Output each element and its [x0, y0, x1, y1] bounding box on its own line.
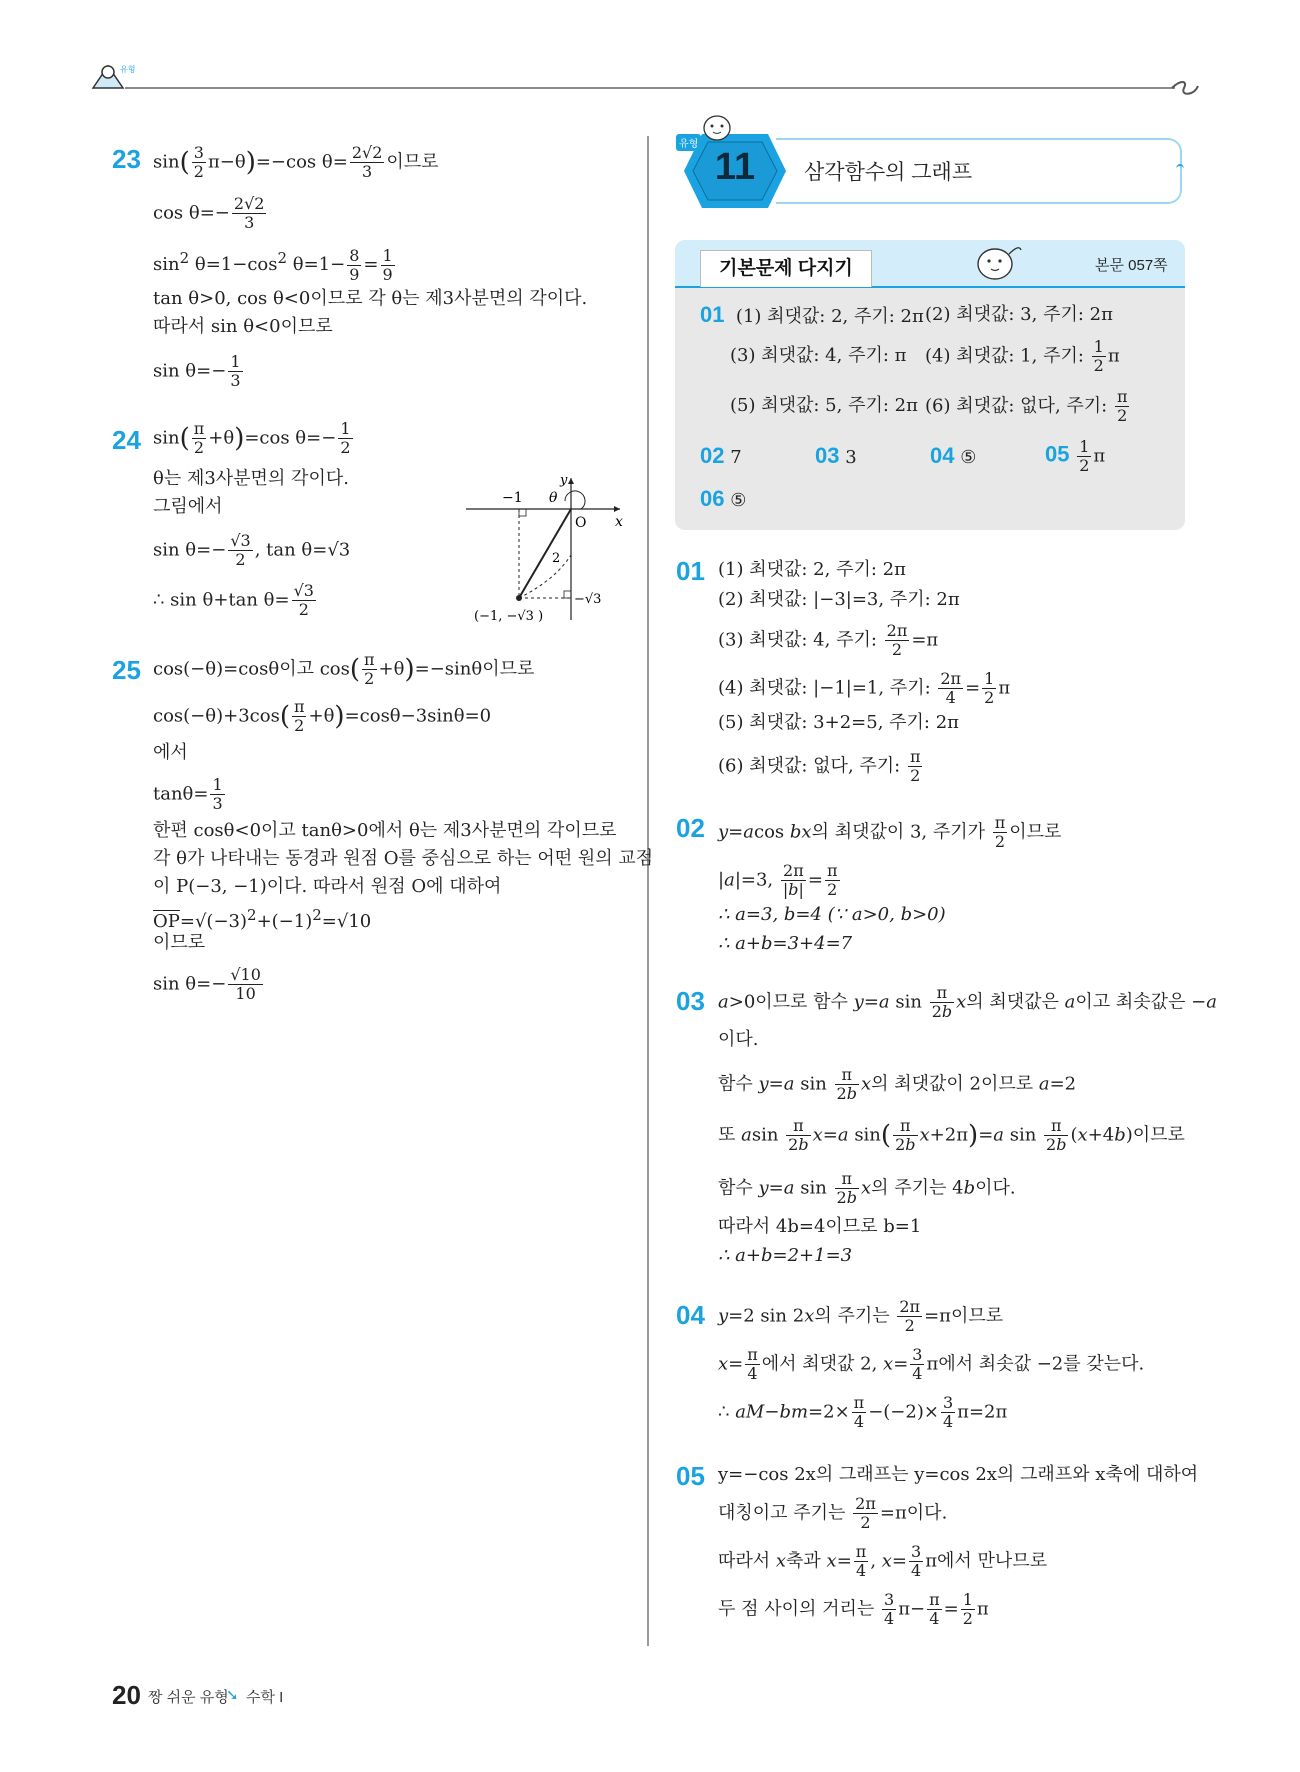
fig-label-2: 2 — [552, 551, 561, 566]
subject-label: 수학 I — [246, 1689, 284, 1706]
solution-line: sin θ=− $\frac{√10}{10}$ — [153, 965, 261, 1003]
solution-line: (4) 최댓값: |−1|=1, 주기: $\frac{2\pi}{4}$ = $\frac{1}{2}$ π — [718, 669, 1011, 707]
solution-line: 이 P(−3, −1)이다. 따라서 원점 O에 대하여 — [153, 876, 502, 897]
solution-line: 따라서 4b=4이므로 b=1 — [718, 1216, 922, 1237]
fig-label-neg-root3: −√3 — [574, 592, 602, 607]
solution-line: (6) 최댓값: 없다, 주기: $\frac{\pi}{2}$ — [718, 747, 921, 785]
answer-row: (2) 최댓값: 3, 주기: 2π — [925, 304, 1113, 325]
solution-line: tan θ>0, cos θ<0이므로 각 θ는 제3사분면의 각이다. — [153, 288, 588, 309]
basic-box-page-ref: 본문 057쪽 — [1095, 257, 1168, 274]
solution-line: 이다. — [718, 1029, 759, 1050]
mascot-icon — [88, 58, 138, 98]
fig-label-y: y — [560, 473, 568, 488]
header-rule — [125, 87, 1175, 89]
solution-line: $\overline{OP}=√(-3)^2+(-1)^2=√10$ — [153, 906, 372, 932]
problem-number: 24 — [112, 425, 141, 455]
section-mascot-icon — [700, 112, 734, 142]
problem-number: 01 — [676, 556, 705, 586]
solution-line: 함수 y=a sin $\frac{\pi}{2b}$ x의 주기는 4b이다. — [718, 1169, 1016, 1207]
dog-mascot-icon — [965, 236, 1025, 286]
fig-label-x: x — [615, 514, 623, 530]
answer-row: (4) 최댓값: 1, 주기: $\frac{1}{2}$ π — [925, 337, 1120, 375]
solution-line: 따라서 x축과 x= $\frac{\pi}{4}$ , x= $\frac{3}{4}$ π에서 만나므로 — [718, 1542, 1048, 1580]
section-accent-mark — [1176, 164, 1184, 174]
answer-row: 04 ⑤ — [930, 443, 977, 468]
solution-line: ∴ a=3, b=4 (∵ a>0, b>0) — [718, 904, 946, 925]
problem-number: 25 — [112, 655, 141, 685]
book-title: 짱 쉬운 유형 — [148, 1689, 229, 1706]
problem-number: 23 — [112, 144, 141, 174]
fig-label-theta: θ — [549, 490, 558, 506]
solution-line: cos θ=− $\frac{2√2}{3}$ — [153, 194, 265, 232]
section-badge-label: 유형 — [676, 134, 701, 151]
fig-label-origin: O — [575, 515, 587, 531]
solution-line: 에서 — [153, 742, 188, 763]
problem-number: 03 — [676, 986, 705, 1016]
solution-line: y=2 sin 2x의 주기는 $\frac{2\pi}{2}$ =π이므로 — [718, 1297, 1004, 1335]
solution-line: sin θ=− $\frac{1}{3}$ — [153, 352, 241, 390]
page-number: 20 — [112, 1680, 141, 1710]
solution-line: 그림에서 — [153, 496, 223, 517]
svg-text:유형: 유형 — [120, 65, 136, 74]
problem-number: 02 — [676, 813, 705, 843]
solution-line: 대칭이고 주기는 $\frac{2\pi}{2}$ =π이다. — [718, 1494, 948, 1532]
solution-line: 각 θ가 나타내는 동경과 원점 O를 중심으로 하는 어떤 원의 교점 — [153, 848, 654, 869]
answer-row: 06 ⑤ — [700, 486, 747, 511]
basic-problems-box — [675, 240, 1185, 530]
answer-row: 05 $\frac{1}{2}$ π — [1045, 437, 1106, 475]
solution-line: x= $\frac{\pi}{4}$ 에서 최댓값 2, x= $\frac{3}{4}$ π에서 최솟값 −2를 갖는다. — [718, 1345, 1145, 1383]
answer-row: (3) 최댓값: 4, 주기: π — [730, 345, 907, 366]
solution-line: θ는 제3사분면의 각이다. — [153, 468, 349, 489]
solution-line: (1) 최댓값: 2, 주기: 2π — [718, 559, 906, 580]
solution-line: ∴ aM−bm=2× $\frac{\pi}{4}$ −(−2)× $\frac{3}{4}$ π=2π — [718, 1393, 1008, 1431]
header-bar — [0, 0, 1300, 110]
solution-line: 따라서 sin θ<0이므로 — [153, 316, 333, 337]
solution-line: (3) 최댓값: 4, 주기: $\frac{2\pi}{2}$ =π — [718, 621, 939, 659]
solution-line: 한편 cosθ<0이고 tanθ>0에서 θ는 제3사분면의 각이므로 — [153, 820, 617, 841]
column-divider — [647, 136, 649, 1646]
basic-box-title: 기본문제 다지기 — [700, 250, 872, 287]
problem-number: 04 — [676, 1300, 705, 1330]
solution-line: sin( $\frac{3}{2}$ π−θ)=−cos θ= $\frac{2√2}{3}$ 이므로 — [153, 143, 439, 181]
answer-row: (6) 최댓값: 없다, 주기: $\frac{\pi}{2}$ — [925, 387, 1128, 425]
solution-line: |a|=3, $\frac{2\pi}{|b|}$ = $\frac{\pi}{2}$ — [718, 861, 838, 899]
solution-line: cos(−θ)+3cos( $\frac{\pi}{2}$ +θ)=cosθ−3sinθ=0 — [153, 697, 492, 735]
solution-line: sin( $\frac{\pi}{2}$ +θ)=cos θ=− $\frac{1}{2}$ — [153, 419, 351, 457]
fig-label-minus1: −1 — [502, 490, 523, 506]
solution-line: cos(−θ)=cosθ이고 cos( $\frac{\pi}{2}$ +θ)=−sinθ이므로 — [153, 650, 535, 688]
answer-row: 03 3 — [815, 443, 857, 468]
solution-line: tanθ= $\frac{1}{3}$ — [153, 775, 223, 813]
solution-line: a>0이므로 함수 y=a sin $\frac{\pi}{2b}$ x의 최댓값은 a이고 최솟값은 −a — [718, 983, 1217, 1021]
fig-label-point: (−1, −√3 ) — [474, 609, 544, 624]
solution-line: (2) 최댓값: |−3|=3, 주기: 2π — [718, 589, 960, 610]
section-title: 삼각함수의 그래프 — [804, 161, 973, 184]
ribbon-icon — [1170, 78, 1202, 100]
solution-line: ∴ a+b=2+1=3 — [718, 1245, 853, 1266]
solution-line: sin θ=− $\frac{√3}{2}$ , tan θ=√3 — [153, 531, 351, 569]
solution-line: ∴ sin θ+tan θ= $\frac{√3}{2}$ — [153, 581, 314, 619]
answer-row: 01 (1) 최댓값: 2, 주기: 2π — [700, 302, 924, 327]
solution-line: 이므로 — [153, 932, 206, 953]
solution-line: (5) 최댓값: 3+2=5, 주기: 2π — [718, 712, 959, 733]
answer-row: 02 7 — [700, 443, 742, 468]
answer-row: (5) 최댓값: 5, 주기: 2π — [730, 395, 918, 416]
unit-circle-figure — [460, 470, 630, 630]
solution-line: 함수 y=a sin $\frac{\pi}{2b}$ x의 최댓값이 2이므로 a=2 — [718, 1065, 1077, 1103]
solution-line: 또 asin $\frac{\pi}{2b}$ x=a sin( $\frac{\pi}{2b}$ x+2π)=a sin $\frac{\pi}{2b}$ (x+4b)이므로 — [718, 1116, 1185, 1154]
section-header — [680, 130, 1185, 212]
solution-line: y=acos bx의 최댓값이 3, 주기가 $\frac{\pi}{2}$ 이므로 — [718, 813, 1062, 851]
solution-line: y=−cos 2x의 그래프는 y=cos 2x의 그래프와 x축에 대하여 — [718, 1464, 1199, 1485]
problem-number: 05 — [676, 1461, 705, 1491]
arrow-icon: ➘ — [226, 1686, 239, 1704]
solution-line: ∴ a+b=3+4=7 — [718, 933, 853, 954]
solution-line: 두 점 사이의 거리는 $\frac{3}{4}$ π− $\frac{\pi}{4}$ = $\frac{1}{2}$ π — [718, 1590, 989, 1628]
section-number: 11 — [714, 146, 756, 188]
solution-line: $\sin^2 \theta=1-\cos^2$ θ=1− $\frac{8}{9}$ = $\frac{1}{9}$ — [153, 245, 393, 284]
